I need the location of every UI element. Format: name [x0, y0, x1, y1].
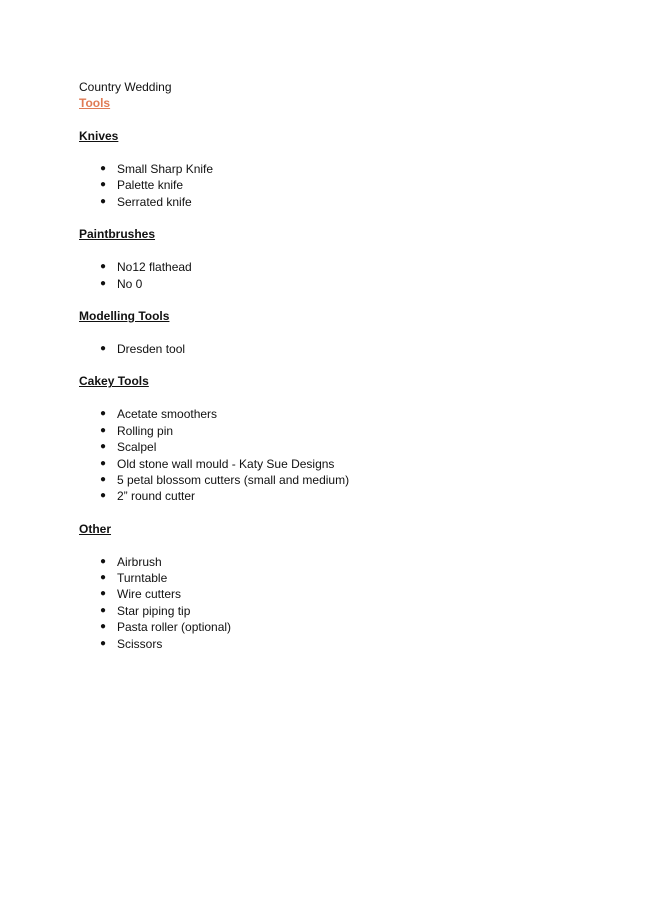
document-title: Country Wedding	[79, 80, 172, 94]
list-item	[100, 423, 579, 439]
list-item	[100, 636, 579, 652]
bullet-list	[79, 341, 579, 357]
section-heading: Cakey Tools	[79, 374, 149, 389]
list-item	[100, 406, 579, 422]
section-heading: Modelling Tools	[79, 308, 170, 323]
section-heading: Other	[79, 521, 112, 536]
list-item-text: Pasta roller (optional)	[117, 620, 232, 635]
list-item	[100, 161, 579, 177]
list-item	[100, 586, 579, 602]
list-item-text: Scissors	[117, 636, 163, 651]
list-item	[100, 488, 579, 504]
list-item-text: Scalpel	[117, 440, 157, 455]
list-item-text: No 0	[117, 276, 143, 291]
list-item-text: Serrated knife	[117, 194, 192, 209]
bullet-icon: ●	[100, 621, 107, 633]
bullet-icon: ●	[100, 441, 107, 453]
bullet-icon: ●	[100, 555, 107, 567]
list-item-text: Wire cutters	[117, 587, 182, 602]
list-item-text: Turntable	[117, 571, 168, 586]
list-item	[100, 554, 579, 570]
list-item	[100, 276, 579, 292]
list-item-text: 2” round cutter	[117, 489, 196, 504]
list-item-text: Old stone wall mould - Katy Sue Designs	[117, 456, 335, 471]
list-item-text: Rolling pin	[117, 423, 174, 438]
list-item-text: Acetate smoothers	[117, 407, 218, 422]
list-item	[100, 177, 579, 193]
section-heading: Paintbrushes	[79, 227, 156, 242]
bullet-icon: ●	[100, 457, 107, 469]
bullet-icon: ●	[100, 195, 107, 207]
document-subtitle: Tools	[79, 96, 111, 110]
bullet-icon: ●	[100, 342, 107, 354]
list-item	[100, 570, 579, 586]
bullet-icon: ●	[100, 473, 107, 485]
bullet-icon: ●	[100, 604, 107, 616]
list-item	[100, 259, 579, 275]
list-item	[100, 603, 579, 619]
list-item-text: Small Sharp Knife	[117, 162, 214, 176]
list-item	[100, 439, 579, 455]
list-item-text: No12 flathead	[117, 260, 192, 275]
bullet-list	[79, 554, 579, 652]
bullet-list	[79, 259, 579, 292]
list-item	[100, 472, 579, 488]
bullet-icon: ●	[100, 588, 107, 600]
list-item	[100, 194, 579, 210]
bullet-list	[79, 406, 579, 504]
section-heading: Knives	[79, 129, 119, 143]
list-item-text: Dresden tool	[117, 341, 186, 356]
bullet-icon: ●	[100, 277, 107, 289]
list-item-text: Star piping tip	[117, 603, 191, 618]
list-item	[100, 456, 579, 472]
bullet-icon: ●	[100, 572, 107, 584]
bullet-icon: ●	[100, 490, 107, 502]
bullet-icon: ●	[100, 163, 107, 174]
list-item	[100, 619, 579, 635]
list-item-text: Palette knife	[117, 178, 184, 193]
bullet-icon: ●	[100, 424, 107, 436]
bullet-icon: ●	[100, 408, 107, 420]
bullet-icon: ●	[100, 179, 107, 191]
sections-container	[79, 128, 579, 652]
bullet-list	[79, 161, 579, 210]
list-item-text: 5 petal blossom cutters (small and medium)	[117, 472, 350, 487]
list-item	[100, 341, 579, 357]
list-item-text: Airbrush	[117, 554, 162, 569]
document-page	[79, 79, 579, 652]
bullet-icon: ●	[100, 637, 107, 649]
bullet-icon: ●	[100, 261, 107, 273]
